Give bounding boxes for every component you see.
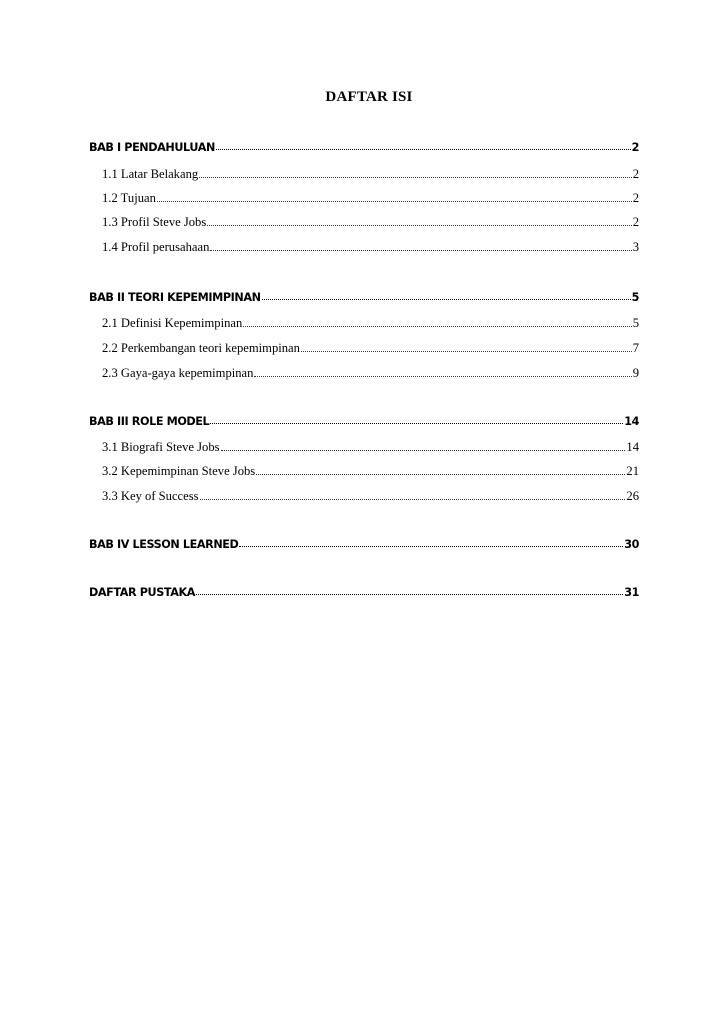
toc-entry-label: 1.4 Profil perusahaan [102,240,210,254]
dot-leader [210,423,623,424]
toc-entry-2-2[interactable] [89,341,639,356]
toc-entry-label: 2.1 Definisi Kepemimpinan [102,316,243,330]
dot-leader [216,149,631,150]
toc-entry-label: BAB II TEORI KEPEMIMPINAN [89,291,261,304]
dot-leader [221,450,626,451]
toc-entry-2-1[interactable] [89,316,639,331]
toc-entry-page: 9 [632,366,639,380]
toc-entry-label: 3.2 Kepemimpinan Steve Jobs [102,464,256,478]
toc-entry-3-2[interactable] [89,464,639,479]
dot-leader [239,546,623,547]
toc-entry-label: BAB IV LESSON LEARNED [89,538,239,551]
toc-entry-page: 3 [632,240,639,254]
toc-entry-page: 14 [624,415,639,428]
toc-entry-page: 14 [626,440,639,454]
toc-entry-bab-2[interactable] [89,291,639,304]
toc-entry-page: 5 [631,291,639,304]
toc-entry-page: 2 [632,191,639,205]
toc-entry-label: 1.3 Profil Steve Jobs [102,215,207,229]
toc-entry-page: 7 [632,341,639,355]
toc-entry-page: 2 [632,215,639,229]
dot-leader [196,594,623,595]
toc-entry-label: 2.3 Gaya-gaya kepemimpinan [102,366,254,380]
toc-entry-label: 3.1 Biografi Steve Jobs [102,440,220,454]
toc-entry-page: 26 [626,489,639,503]
toc-entry-page: 31 [624,586,639,599]
toc-title-text: DAFTAR ISI [325,89,413,105]
toc-title [0,89,728,106]
toc-entry-label: 1.1 Latar Belakang [102,167,199,181]
toc-entry-label: BAB III ROLE MODEL [89,415,210,428]
dot-leader [200,499,626,500]
dot-leader [254,376,631,377]
toc-entry-label: DAFTAR PUSTAKA [89,586,196,599]
toc-entry-daftar-pustaka[interactable] [89,586,639,599]
toc-entry-page: 2 [632,167,639,181]
dot-leader [210,250,631,251]
dot-leader [157,201,632,202]
toc-entry-page: 5 [632,316,639,330]
dot-leader [262,299,631,300]
dot-leader [199,177,632,178]
toc-entry-page: 21 [626,464,639,478]
dot-leader [256,474,625,475]
toc-entry-label: 3.3 Key of Success [102,489,199,503]
toc-entry-label: 2.2 Perkembangan teori kepemimpinan [102,341,300,355]
dot-leader [301,351,632,352]
toc-entry-bab-4[interactable] [89,538,639,551]
toc-entry-1-4[interactable] [89,240,639,255]
dot-leader [243,326,631,327]
dot-leader [207,225,631,226]
toc-entry-label: 1.2 Tujuan [102,191,156,205]
toc-entry-label: BAB I PENDAHULUAN [89,141,215,154]
toc-entry-2-3[interactable] [89,366,639,381]
toc-entry-page: 2 [631,141,639,154]
toc-entry-3-1[interactable] [89,440,639,455]
toc-entry-1-1[interactable] [89,167,639,182]
toc-entry-bab-3[interactable] [89,415,639,428]
toc-entry-bab-1[interactable] [89,141,639,154]
toc-entry-1-2[interactable] [89,191,639,206]
toc-entry-1-3[interactable] [89,215,639,230]
toc-entry-page: 30 [624,538,639,551]
toc-entry-3-3[interactable] [89,489,639,504]
